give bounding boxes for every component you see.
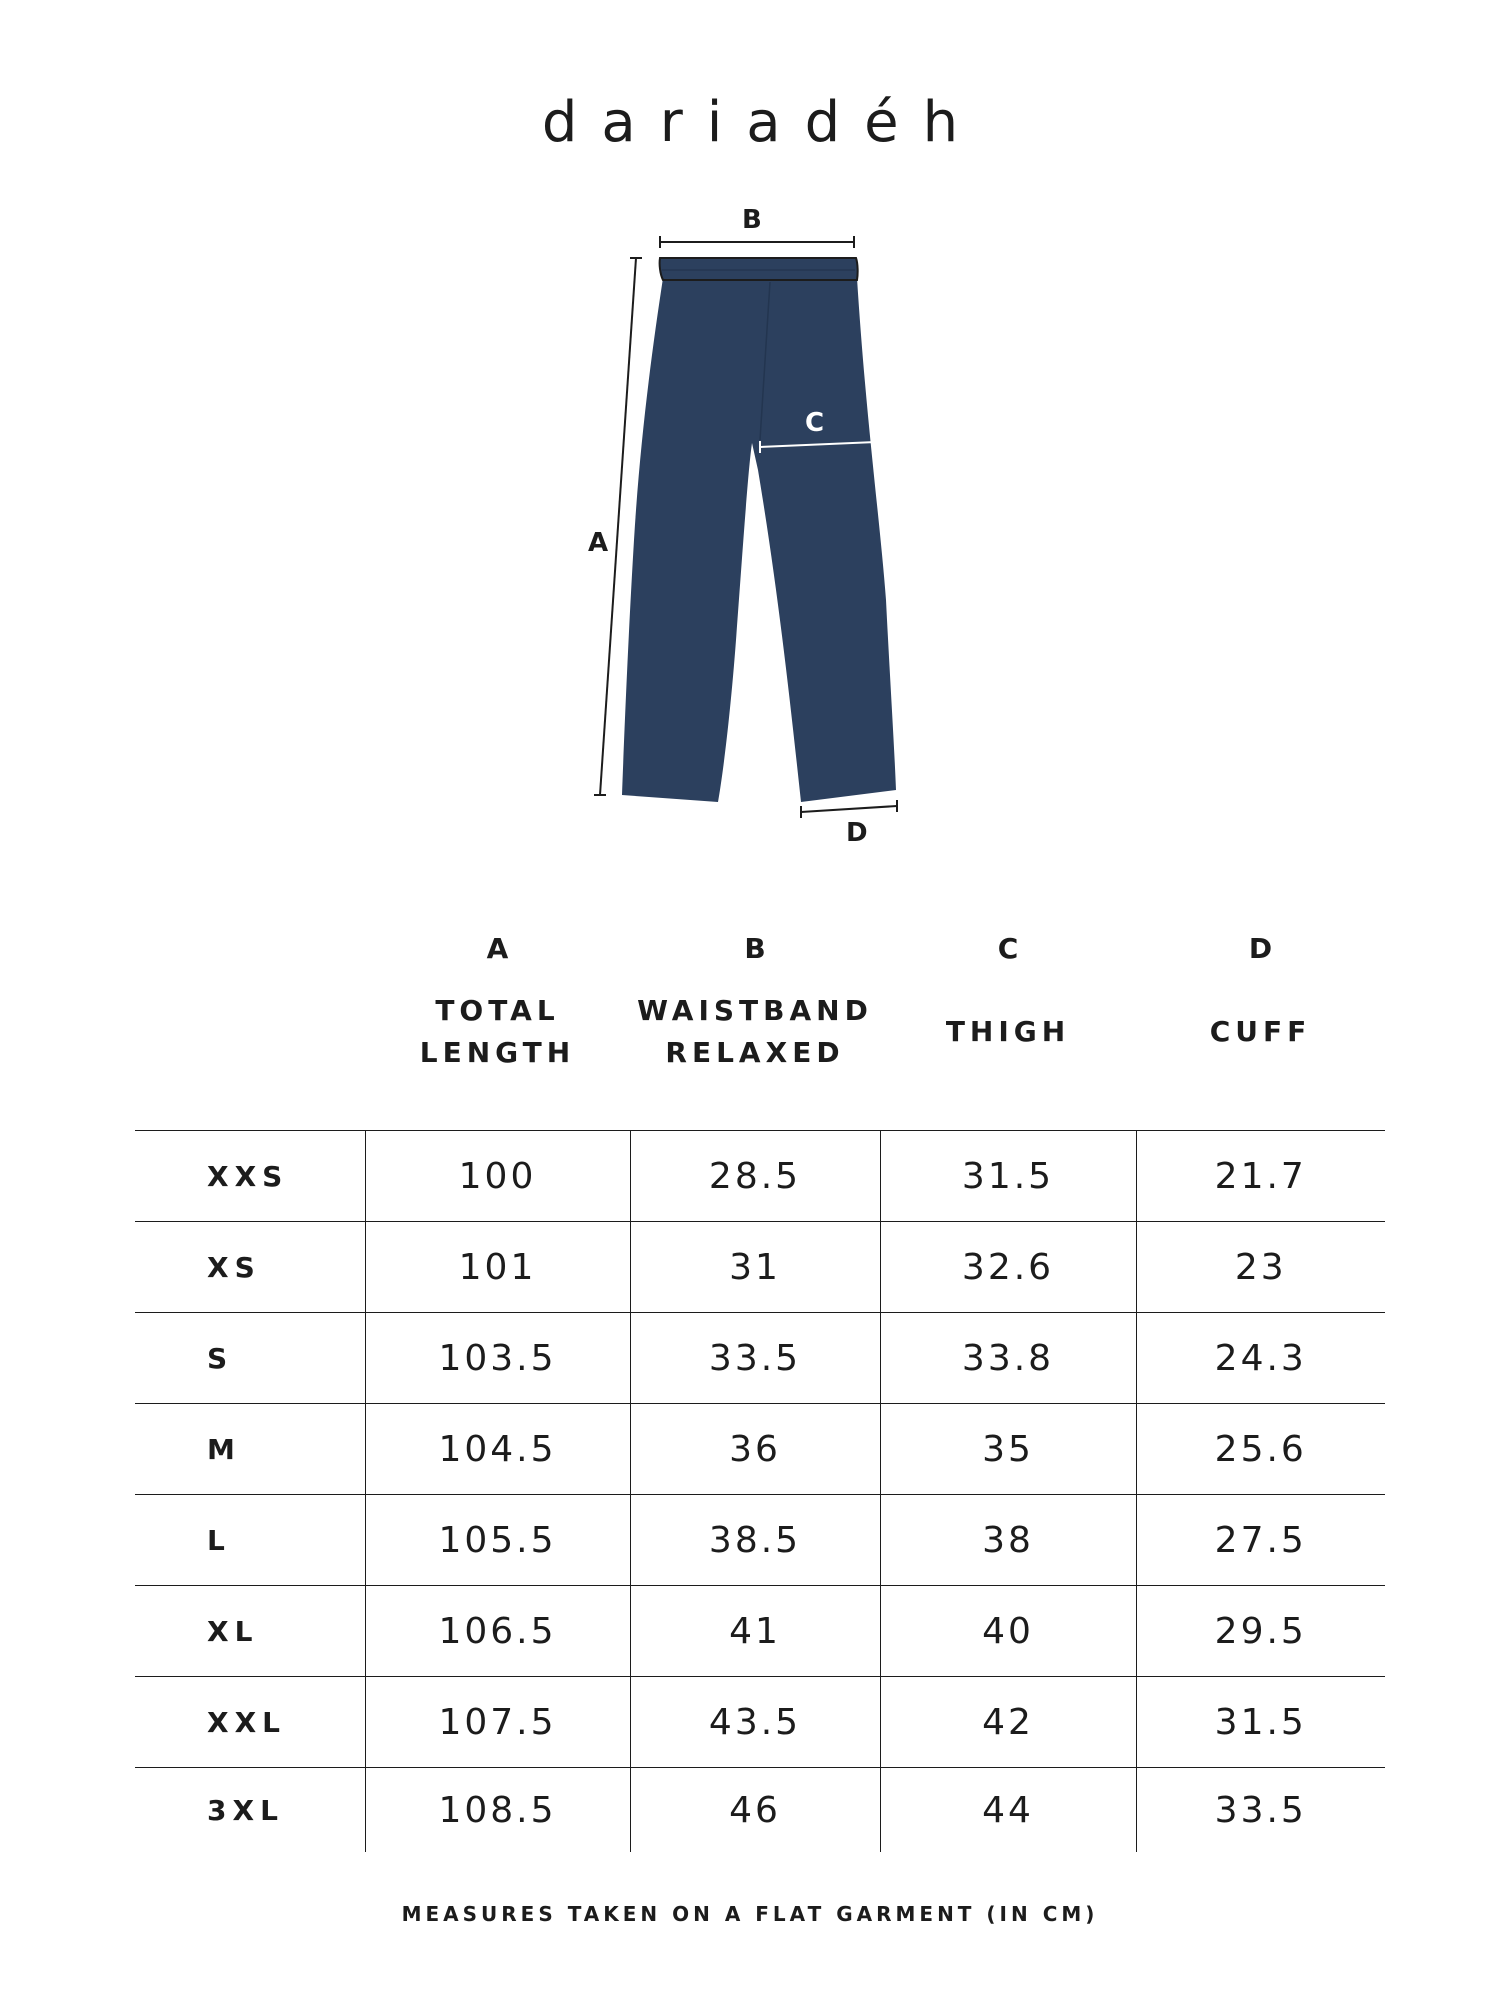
pants-illustration (0, 0, 1500, 880)
column-header-cuff (1136, 932, 1385, 1085)
label-b: B (742, 205, 762, 235)
table-row (135, 1313, 1385, 1404)
column-header-total-length (365, 932, 630, 1085)
table-row (135, 1222, 1385, 1313)
measurement-cell: 28.5 (630, 1131, 880, 1222)
measurement-cell: 24.3 (1136, 1313, 1385, 1404)
measurement-cell: 46 (630, 1768, 880, 1853)
measurement-cell: 101 (365, 1222, 630, 1313)
measurement-cell: 43.5 (630, 1677, 880, 1768)
measurement-cell: 104.5 (365, 1404, 630, 1495)
table-row (135, 1586, 1385, 1677)
garment-diagram (0, 0, 1500, 880)
column-title: CUFF (1209, 1015, 1312, 1048)
measurement-cell: 38.5 (630, 1495, 880, 1586)
measurement-note: MEASURES TAKEN ON A FLAT GARMENT (IN CM) (401, 1902, 1099, 1926)
label-a: A (588, 528, 609, 558)
label-d: D (846, 818, 868, 848)
column-letter: B (744, 932, 766, 965)
measurement-cell: 31 (630, 1222, 880, 1313)
size-label: XS (135, 1222, 365, 1313)
measurement-cell: 31.5 (1136, 1677, 1385, 1768)
measurement-cell: 31.5 (880, 1131, 1136, 1222)
size-label: XXL (135, 1677, 365, 1768)
measurement-cell: 33.5 (1136, 1768, 1385, 1853)
column-header-thigh (880, 932, 1136, 1085)
size-label: XXS (135, 1131, 365, 1222)
label-c: C (805, 408, 825, 438)
measurement-cell: 105.5 (365, 1495, 630, 1586)
size-label: XL (135, 1586, 365, 1677)
measurement-cell: 35 (880, 1404, 1136, 1495)
measurement-cell: 33.8 (880, 1313, 1136, 1404)
measurement-cell: 38 (880, 1495, 1136, 1586)
column-letter: D (1248, 932, 1273, 965)
size-label: 3XL (135, 1768, 365, 1853)
measurement-cell: 33.5 (630, 1313, 880, 1404)
measurement-cell: 107.5 (365, 1677, 630, 1768)
measurement-cell: 108.5 (365, 1768, 630, 1853)
measurement-cell: 42 (880, 1677, 1136, 1768)
measure-line-b (660, 236, 854, 248)
measurement-cell: 40 (880, 1586, 1136, 1677)
table-row (135, 1768, 1385, 1853)
measurement-cell: 25.6 (1136, 1404, 1385, 1495)
column-header-waistband (630, 932, 880, 1085)
measure-line-d (801, 800, 897, 818)
column-title: THIGH (945, 1015, 1071, 1048)
table-row (135, 1677, 1385, 1768)
size-label: M (135, 1404, 365, 1495)
measurement-cell: 44 (880, 1768, 1136, 1853)
column-title: TOTAL LENGTH (419, 994, 576, 1069)
measurement-cell: 36 (630, 1404, 880, 1495)
column-title: WAISTBAND RELAXED (637, 994, 873, 1069)
pants-body (622, 278, 896, 802)
size-label: S (135, 1313, 365, 1404)
measurement-cell: 100 (365, 1131, 630, 1222)
measurement-cell: 41 (630, 1586, 880, 1677)
brand-logo: dariadéh (541, 90, 983, 155)
table-row (135, 1131, 1385, 1222)
size-label: L (135, 1495, 365, 1586)
measurement-cell: 32.6 (880, 1222, 1136, 1313)
measurement-cell: 29.5 (1136, 1586, 1385, 1677)
measurement-cell: 23 (1136, 1222, 1385, 1313)
measurement-cell: 27.5 (1136, 1495, 1385, 1586)
column-letter: C (997, 932, 1019, 965)
measurement-cell: 21.7 (1136, 1131, 1385, 1222)
measurement-cell: 106.5 (365, 1586, 630, 1677)
column-letter: A (486, 932, 509, 965)
size-table (135, 1130, 1385, 1852)
waistband (660, 258, 858, 280)
measurement-cell: 103.5 (365, 1313, 630, 1404)
table-row (135, 1495, 1385, 1586)
table-row (135, 1404, 1385, 1495)
